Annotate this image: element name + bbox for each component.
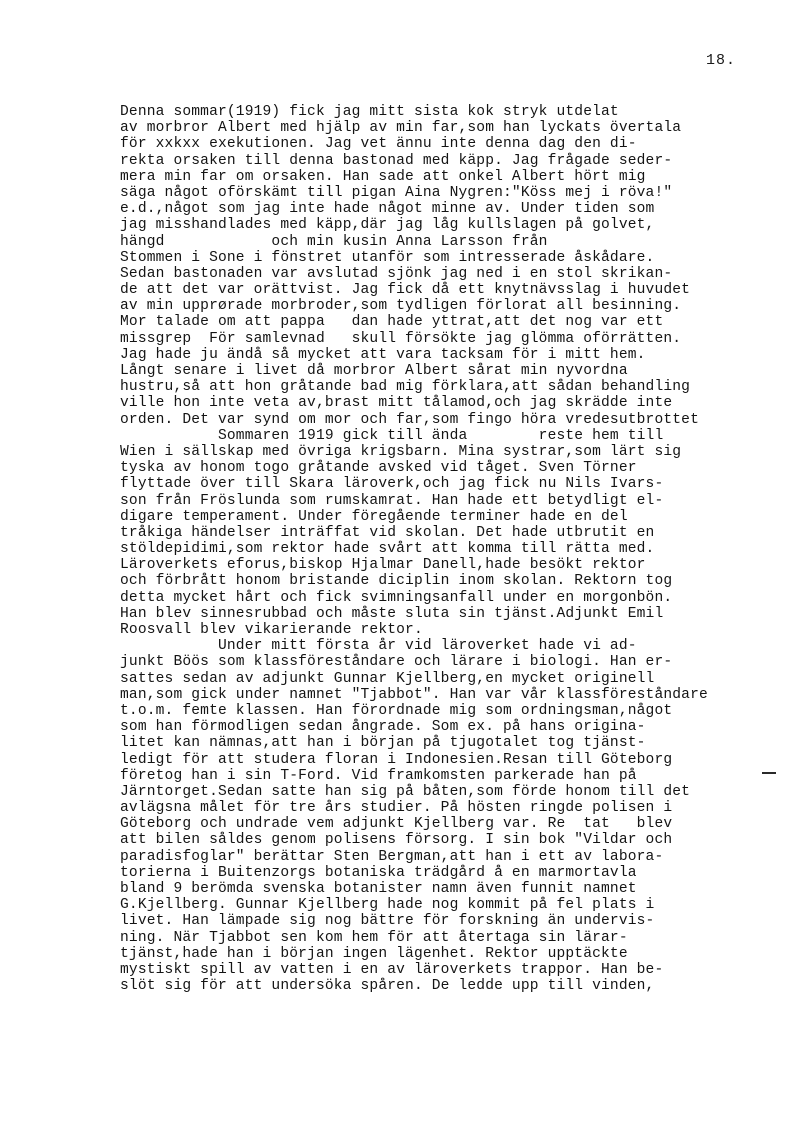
text-line: bland 9 berömda svenska botanister namn även funnit namnet [120, 881, 637, 897]
text-line: hängd och min kusin Anna Larsson från [120, 233, 548, 250]
text-line: G.Kjellberg. Gunnar Kjellberg hade nog kommit på fel plats i [120, 897, 655, 914]
text-line: junkt Böös som klassföreståndare och lärare i biologi. Han er- [120, 654, 673, 671]
text-line: Läroverkets eforus,biskop Hjalmar Danell,hade besökt rektor [120, 557, 646, 574]
margin-dash-mark [762, 772, 776, 774]
text-line: säga något oförskämt till pigan Aina Nygren:"Köss mej i röva!" [120, 184, 673, 201]
text-line: ville hon inte veta av,brast mitt tålamod,och jag skrädde inte [120, 395, 673, 412]
text-line: ledigt för att studera floran i Indonesien.Resan till Göteborg [120, 751, 673, 768]
text-line: företog han i sin T-Ford. Vid framkomsten parkerade han på [120, 767, 637, 784]
text-line: att bilen såldes genom polisens försorg. I sin bok "Vildar och [120, 832, 673, 849]
text-line: de att det var orättvist. Jag fick då ett knytnävsslag i huvudet [120, 282, 691, 299]
text-line: Järntorget.Sedan satte han sig på båten,som förde honom till det [120, 783, 691, 800]
page-number: 18. [706, 52, 737, 69]
text-line: t.o.m. femte klassen. Han förordnade mig som ordningsman,något [120, 702, 673, 719]
text-line: mystiskt spill av vatten i en av läroverkets trappor. Han be- [120, 961, 664, 978]
text-line: Långt senare i livet då morbror Albert sårat min nyvordna [120, 363, 628, 379]
text-line: sattes sedan av adjunkt Gunnar Kjellberg,en mycket originell [120, 670, 655, 687]
text-line: rekta orsaken till denna bastonad med käpp. Jag frågade seder- [120, 152, 673, 169]
text-line: tråkiga händelser inträffat vid skolan. Det hade utbrutit en [120, 524, 655, 541]
text-line: Under mitt första år vid läroverket hade vi ad- [120, 638, 637, 655]
text-line: Sedan bastonaden var avslutad sjönk jag ned i en stol skrikan- [120, 265, 673, 282]
text-line: Sommaren 1919 gick till ända reste hem till [120, 427, 664, 444]
text-line: orden. Det var synd om mor och far,som fingo höra vredesutbrottet [120, 411, 699, 428]
text-line: Roosvall blev vikarierande rektor. [120, 622, 423, 638]
text-line: tyska av honom togo gråtande avsked vid tåget. Sven Törner [120, 460, 637, 477]
text-line: livet. Han lämpade sig nog bättre för forskning än undervis- [120, 913, 655, 930]
text-line: torierna i Buitenzorgs botaniska trädgård å en marmortavla [120, 864, 637, 881]
text-line: ning. När Tjabbot sen kom hem för att återtaga sin lärar- [120, 929, 628, 946]
text-line: stöldepidimi,som rektor hade svårt att komma till rätta med. [120, 541, 655, 558]
text-line: digare temperament. Under föregående terminer hade en del [120, 508, 628, 525]
text-line: Göteborg och undrade vem adjunkt Kjellberg var. Re tat blev [120, 816, 673, 833]
text-line: Jag hade ju ändå så mycket att vara tacksam för i mitt hem. [120, 346, 646, 363]
text-line: hustru,så att hon gråtande bad mig förklara,att sådan behandling [120, 379, 691, 396]
text-line: detta mycket hårt och fick svimningsanfall under en morgonbön. [120, 589, 673, 606]
text-line: avlägsna målet för tre års studier. På hösten ringde polisen i [120, 800, 673, 817]
text-line: Wien i sällskap med övriga krigsbarn. Mina systrar,som lärt sig [120, 443, 682, 460]
text-line: slöt sig för att undersöka spåren. De ledde upp till vinden, [120, 978, 655, 995]
text-line: e.d.,något som jag inte hade något minne av. Under tiden som [120, 201, 655, 218]
text-line: litet kan nämnas,att han i början på tjugotalet tog tjänst- [120, 735, 646, 752]
text-line: son från Fröslunda som rumskamrat. Han hade ett betydligt el- [120, 492, 664, 509]
text-line: man,som gick under namnet "Tjabbot". Han var vår klassföreståndare [120, 686, 708, 703]
text-line: för xxkxx exekutionen. Jag vet ännu inte denna dag den di- [120, 136, 637, 153]
text-line: som han förmodligen sedan ångrade. Som ex. på hans origina- [120, 719, 646, 736]
text-line: Denna sommar(1919) fick jag mitt sista kok stryk utdelat [120, 104, 619, 120]
text-line: Mor talade om att pappa dan hade yttrat,att det nog var ett [120, 314, 664, 331]
text-line: och förbrått honom bristande diciplin inom skolan. Rektorn tog [120, 573, 673, 590]
text-line: jag misshandlades med käpp,där jag låg kullslagen på golvet, [120, 217, 655, 234]
text-line: av min upprørade morbroder,som tydligen förlorat all besinning. [120, 298, 682, 315]
text-line: paradisfoglar" berättar Sten Bergman,att han i ett av labora- [120, 848, 664, 865]
typewritten-text-body [120, 104, 780, 994]
text-line: flyttade över till Skara läroverk,och jag fick nu Nils Ivars- [120, 476, 664, 493]
text-line: Stommen i Sone i fönstret utanför som intresserade åskådare. [120, 249, 655, 266]
text-line: tjänst,hade han i början ingen lägenhet. Rektor upptäckte [120, 945, 628, 962]
text-line: av morbror Albert med hjälp av min far,som han lyckats övertala [120, 120, 682, 137]
text-line: mera min far om orsaken. Han sade att onkel Albert hört mig [120, 168, 646, 185]
text-line: missgrep För samlevnad skull försökte jag glömma oförrätten. [120, 330, 682, 347]
text-line: Han blev sinnesrubbad och måste sluta sin tjänst.Adjunkt Emil [120, 605, 664, 622]
